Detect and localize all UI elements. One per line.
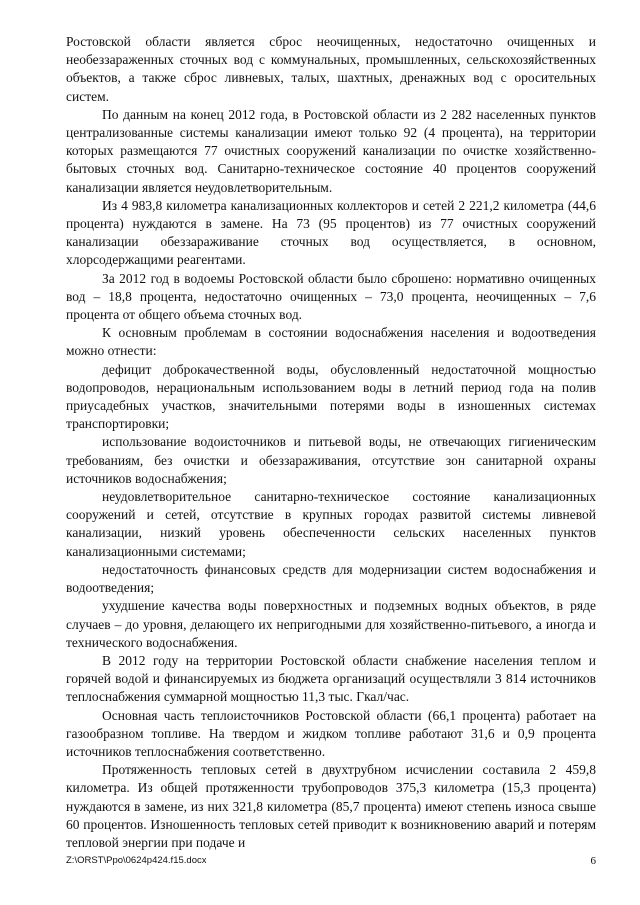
page-number: 6 <box>590 855 596 867</box>
list-item-water-sources: использование водоисточников и питьевой воды, не отвечающих гигиеническим требованиям, без очистки и обеззараживания, отсутствие зон санитарной охраны источников водоснабжения; <box>66 434 596 486</box>
paragraph-discharge: За 2012 год в водоемы Ростовской области было сброшено: нормативно очищенных вод – 18,8 процента, недостаточно очищенных – 73,0 процента, неочищенных – 7,6 процента от общего объема сточных вод. <box>66 270 596 323</box>
paragraph-continuation: Ростовской области является сброс неочищенных, недостаточно очищенных и необеззараженных сточных вод с коммунальных, промышленных, сельскохозяйственных объектов, а также сброс ливневых, талых, шахтных, дренажных вод с оросительных систем. <box>66 34 596 104</box>
list-item-deficit: дефицит доброкачественной воды, обусловленный недостаточной мощностью водопроводов, нерациональным использованием воды в летний период года на полив приусадебных участков, значительными потерями воды в изношенных системах транспортировки; <box>66 361 596 432</box>
document-body <box>66 33 596 852</box>
paragraph-collectors: Из 4 983,8 километра канализационных коллекторов и сетей 2 221,2 километра (44,6 процента) нуждаются в замене. На 73 (95 процентов) из 77 очистных сооружений канализации обеззараживание сточных вод осуществляется, в основном, хлорсодержащими реагентами. <box>66 197 596 268</box>
paragraph-fuel: Основная часть теплоисточников Ростовской области (66,1 процента) работает на газообразном топливе. На твердом и жидком топливе работают 31,6 и 0,9 процента источников теплоснабжения соответственно. <box>66 707 596 759</box>
list-item-sanitary-state: неудовлетворительное санитарно-техническое состояние канализационных сооружений и сетей, отсутствие в крупных городах развитой системы ливневой канализации, низкий уровень обеспеченности сельских населенных пунктов канализационными системами; <box>66 489 596 559</box>
list-item-financing: недостаточность финансовых средств для модернизации систем водоснабжения и водоотведения; <box>66 561 596 596</box>
list-item-water-quality: ухудшение качества воды поверхностных и подземных водных объектов, в ряде случаев – до уровня, делающего их непригодными для хозяйственно-питьевого, а иногда и технического водоснабжения. <box>66 598 596 650</box>
paragraph-heat-networks: Протяженность тепловых сетей в двухтрубном исчислении составила 2 459,8 километра. Из общей протяженности трубопроводов 375,3 километра (15,3 процента) нуждаются в замене, из них 321,8 километра (85,7 процента) имеют степень износа свыше 60 процентов. Изношенность тепловых сетей приводит к возникновению аварий и потерям тепловой энергии при подаче и <box>66 762 596 850</box>
paragraph-heat-supply: В 2012 году на территории Ростовской области снабжение населения теплом и горячей водой и финансируемых из бюджета организаций осуществляли 3 814 источников теплоснабжения суммарной мощностью 11,3 тыс. Гкал/час. <box>66 652 596 705</box>
paragraph-sewerage-systems: По данным на конец 2012 года, в Ростовской области из 2 282 населенных пунктов централизованные системы канализации имеют только 92 (4 процента), на территории которых размещаются 77 очистных сооружений канализации по очистке хозяйственно-бытовых сточных вод. Санитарно-техническое состояние 40 процентов сооружений канализации является неудовлетворительным. <box>66 106 596 195</box>
paragraph-problems-intro: К основным проблемам в состоянии водоснабжения населения и водоотведения можно отнести: <box>66 325 596 359</box>
file-path: Z:\ORST\Ppo\0624p424.f15.docx <box>66 855 207 866</box>
